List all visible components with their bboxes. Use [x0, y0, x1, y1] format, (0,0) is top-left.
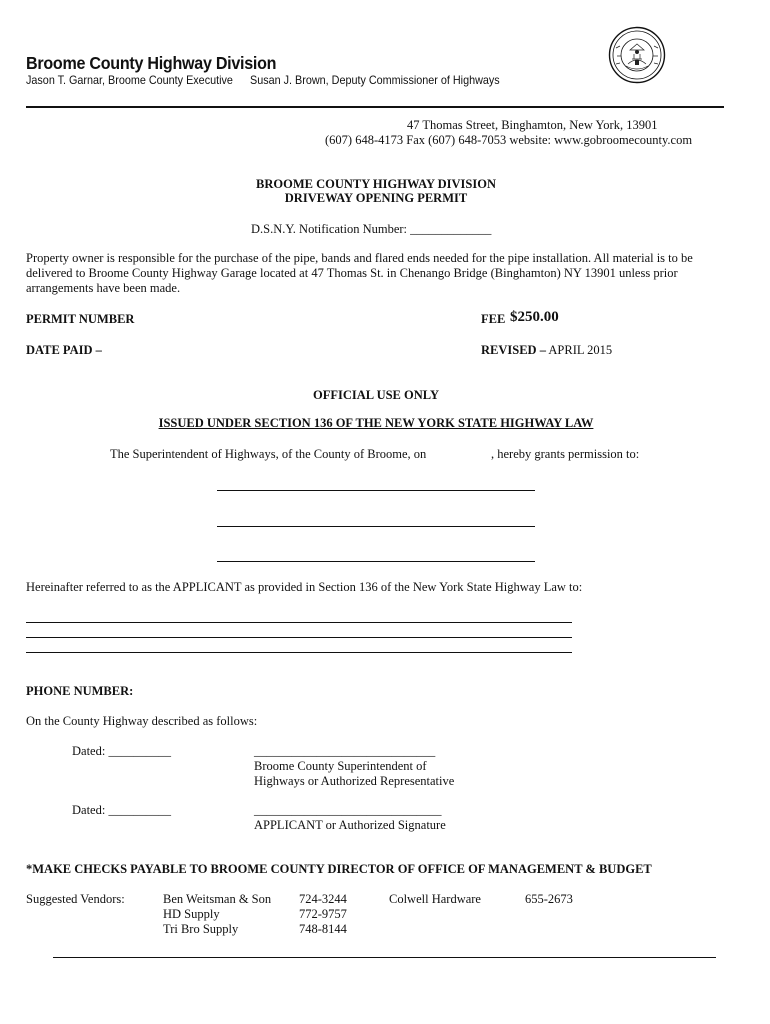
address-line: 47 Thomas Street, Binghamton, New York, 13901 [407, 118, 658, 132]
contact-line: (607) 648-4173 Fax (607) 648-7053 website: www.gobroomecounty.com [325, 133, 693, 147]
description-line-2[interactable] [26, 637, 572, 638]
grantee-line-2[interactable] [217, 526, 535, 527]
description-line-1[interactable] [26, 622, 572, 623]
org-title: Broome County Highway Division [26, 53, 277, 73]
superintendent-label-1: Broome County Superintendent of [254, 759, 427, 773]
vendor-phone: 772-9757 [299, 907, 347, 921]
grant-text-right: , hereby grants permission to: [491, 447, 640, 461]
official-use-heading: OFFICIAL USE ONLY [313, 388, 439, 402]
grant-text-left: The Superintendent of Highways, of the County of Broome, on [110, 447, 427, 461]
dated-field-2[interactable]: Dated: __________ [72, 803, 171, 817]
superintendent-label-2: Highways or Authorized Representative [254, 774, 455, 788]
fee-label: FEE [481, 312, 506, 326]
applicant-signature-line[interactable]: ______________________________ [254, 803, 442, 817]
intro-paragraph: Property owner is responsible for the purchase of the pipe, bands and flared ends needed for the pipe installation. All material is to be delivered to Broome County Highway Garage located at 47 Thomas St. in Chenango Bridge (Binghamton) NY 13901 unless prior arrangements have been made. [26, 251, 693, 295]
superintendent-signature-line[interactable]: _____________________________ [254, 744, 436, 758]
vendors-label: Suggested Vendors: [26, 892, 125, 906]
checks-payable-note: *MAKE CHECKS PAYABLE TO BROOME COUNTY DIRECTOR OF OFFICE OF MANAGEMENT & BUDGET [26, 862, 652, 876]
revised-label: REVISED – [481, 343, 546, 357]
vendor-name: Tri Bro Supply [163, 922, 239, 936]
dsny-notification: D.S.N.Y. Notification Number: _____________ [251, 222, 492, 236]
vendor-name: Ben Weitsman & Son [163, 892, 272, 906]
footer-rule [53, 957, 716, 958]
permit-number-label: PERMIT NUMBER [26, 312, 135, 326]
vendor-name-colwell: Colwell Hardware [389, 892, 481, 906]
vendor-phone: 748-8144 [299, 922, 347, 936]
description-line-3[interactable] [26, 652, 572, 653]
fee-value: $250.00 [510, 309, 559, 325]
grantee-line-1[interactable] [217, 490, 535, 491]
hereinafter-text: Hereinafter referred to as the APPLICANT as provided in Section 136 of the New York State Highway Law to: [26, 580, 583, 594]
revised-date: APRIL 2015 [548, 343, 613, 357]
applicant-signature-label: APPLICANT or Authorized Signature [254, 818, 446, 832]
header-rule [26, 106, 724, 108]
vendor-phone-colwell: 655-2673 [525, 892, 573, 906]
issued-under-heading: ISSUED UNDER SECTION 136 OF THE NEW YORK STATE HIGHWAY LAW [158, 416, 594, 430]
phone-number-label: PHONE NUMBER: [26, 684, 134, 698]
vendor-phone: 724-3244 [299, 892, 347, 906]
deputy-commissioner: Susan J. Brown, Deputy Commissioner of Highways [250, 73, 500, 87]
county-seal-icon [608, 26, 666, 84]
doc-heading-division: BROOME COUNTY HIGHWAY DIVISION [256, 177, 496, 191]
grantee-line-3[interactable] [217, 561, 535, 562]
dated-field-1[interactable]: Dated: __________ [72, 744, 171, 758]
doc-heading-permit: DRIVEWAY OPENING PERMIT [284, 191, 468, 205]
county-highway-text: On the County Highway described as follows: [26, 714, 258, 728]
date-paid-label: DATE PAID – [26, 343, 102, 357]
revised [481, 343, 612, 358]
county-executive: Jason T. Garnar, Broome County Executive [26, 73, 233, 87]
vendor-name: HD Supply [163, 907, 220, 921]
